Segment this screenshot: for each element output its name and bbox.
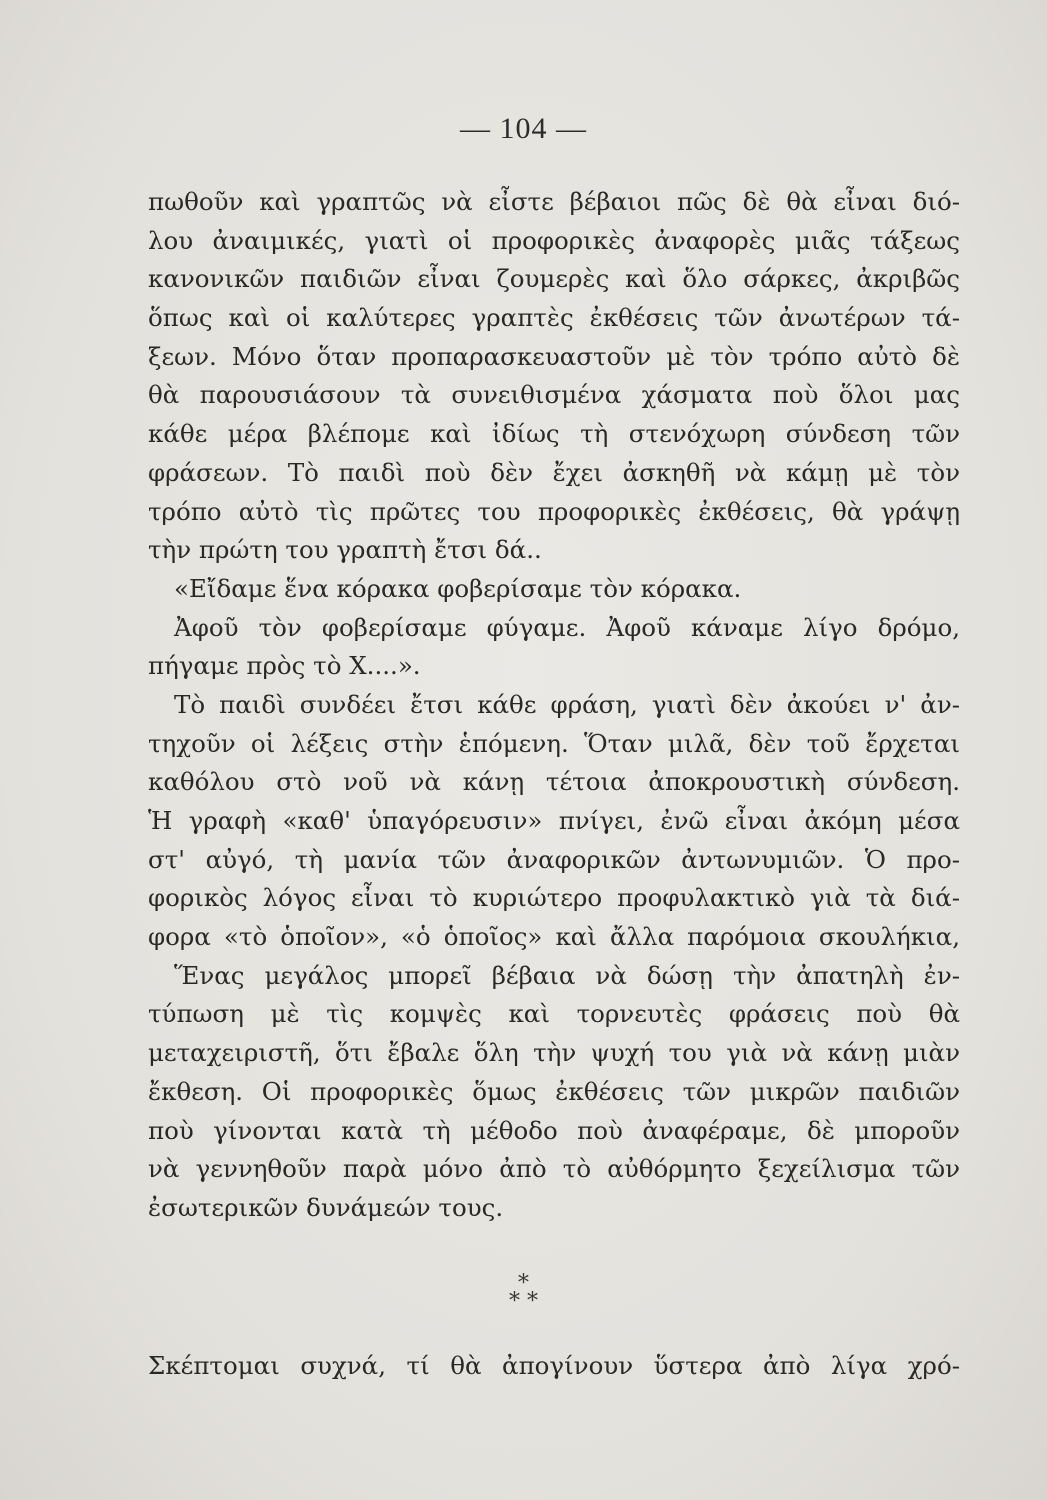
text-line: ἔκθεση. Οἱ προφορικὲς ὅμως ἐκθέσεις τῶν μικρῶν παιδιῶν bbox=[148, 1076, 960, 1106]
text-line: Ἕνας μεγάλος μπορεῖ βέβαια νὰ δώσῃ τὴν ἀπατηλὴ ἐν- bbox=[174, 960, 960, 990]
text-line: ὅπως καὶ οἱ καλύτερες γραπτὲς ἐκθέσεις τῶν ἀνωτέρων τά- bbox=[148, 303, 960, 333]
text-line: ποὺ γίνονται κατὰ τὴ μέθοδο ποὺ ἀναφέραμε, δὲ μποροῦν bbox=[148, 1115, 960, 1145]
text-line: φράσεων. Τὸ παιδὶ ποὺ δὲν ἔχει ἀσκηθῆ νὰ κάμῃ μὲ τὸν bbox=[148, 457, 960, 487]
text-line: φορα «τὸ ὁποῖον», «ὁ ὁποῖος» καὶ ἄλλα παρόμοια σκουλήκια, bbox=[148, 922, 960, 952]
text-line: ξεων. Μόνο ὅταν προπαρασκευαστοῦν μὲ τὸν τρόπο αὐτὸ δὲ bbox=[148, 341, 960, 371]
text-line: πωθοῦν καὶ γραπτῶς νὰ εἶστε βέβαιοι πῶς δὲ θὰ εἶναι διό- bbox=[148, 187, 960, 216]
text-line: μεταχειριστῆ, ὅτι ἔβαλε ὅλη τὴν ψυχή του γιὰ νὰ κάνῃ μιὰν bbox=[148, 1038, 960, 1068]
text-line: τρόπο αὐτὸ τὶς πρῶτες του προφορικὲς ἐκθέσεις, θὰ γράψῃ bbox=[148, 496, 960, 526]
text-line: Τὸ παιδὶ συνδέει ἔτσι κάθε φράση, γιατὶ δὲν ἀκούει ν' ἀν- bbox=[174, 689, 960, 719]
text-line: νὰ γεννηθοῦν παρὰ μόνο ἀπὸ τὸ αὐθόρμητο ξεχείλισμα τῶν bbox=[148, 1154, 960, 1184]
text-line: Ἡ γραφὴ «καθ' ὑπαγόρευσιν» πνίγει, ἐνῶ εἶναι ἀκόμη μέσα bbox=[148, 806, 960, 835]
text-line: καθόλου στὸ νοῦ νὰ κάνῃ τέτοια ἀποκρουστικὴ σύνδεση. bbox=[148, 767, 960, 797]
text-line: στ' αὐγό, τὴ μανία τῶν ἀναφορικῶν ἀντωνυμιῶν. Ὁ προ- bbox=[148, 844, 960, 874]
body-text bbox=[148, 183, 960, 1228]
text-line: φορικὸς λόγος εἶναι τὸ κυριώτερο προφυλακτικὸ γιὰ τὰ διά- bbox=[148, 883, 960, 913]
section-separator: * * * bbox=[509, 1271, 538, 1314]
text-line: τὴν πρώτη του γραπτὴ ἔτσι δά.. bbox=[148, 535, 542, 565]
text-line: θὰ παρουσιάσουν τὰ συνειθισμένα χάσματα ποὺ ὅλοι μας bbox=[148, 380, 960, 410]
text-line: πήγαμε πρὸς τὸ Χ....». bbox=[148, 651, 421, 681]
text-line: «Εἴδαμε ἕνα κόρακα φοβερίσαμε τὸν κόρακα. bbox=[174, 573, 742, 603]
final-text-line: Σκέπτομαι συχνά, τί θὰ ἀπογίνουν ὕστερα ἀπὸ λίγα χρό- bbox=[148, 1351, 960, 1380]
text-line: ἐσωτερικῶν δυνάμεών τους. bbox=[148, 1192, 504, 1222]
text-line: κάθε μέρα βλέπομε καὶ ἰδίως τὴ στενόχωρη σύνδεση τῶν bbox=[148, 419, 960, 449]
text-line: λου ἀναιμικές, γιατὶ οἱ προφορικὲς ἀναφορὲς μιᾶς τάξεως bbox=[148, 225, 960, 255]
text-line: κανονικῶν παιδιῶν εἶναι ζουμερὲς καὶ ὅλο σάρκες, ἀκριβῶς bbox=[148, 264, 960, 294]
text-line: Ἀφοῦ τὸν φοβερίσαμε φύγαμε. Ἀφοῦ κάναμε λίγο δρόμο, bbox=[174, 612, 960, 642]
text-line: τύπωση μὲ τὶς κομψὲς καὶ τορνευτὲς φράσεις ποὺ θὰ bbox=[148, 999, 960, 1029]
page-number: — 104 — bbox=[460, 112, 587, 145]
text-line: τηχοῦν οἱ λέξεις στὴν ἑπόμενη. Ὅταν μιλᾶ, δὲν τοῦ ἔρχεται bbox=[148, 728, 960, 758]
